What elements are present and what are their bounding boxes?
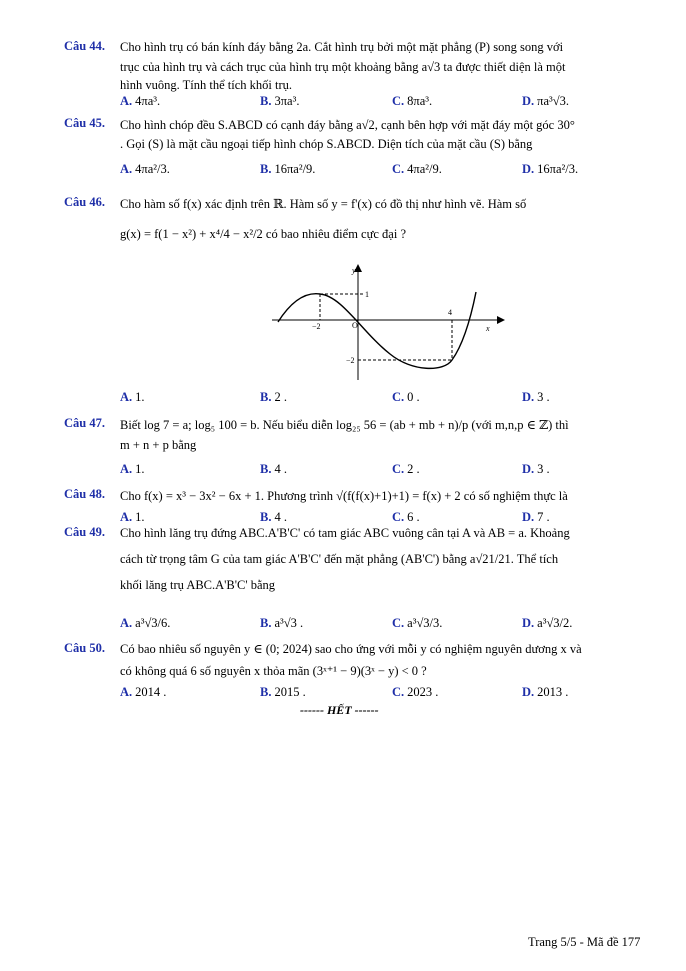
option-c[interactable]: C. 8πa³.: [392, 94, 433, 108]
question-number: Câu 47.: [64, 416, 105, 430]
option-b[interactable]: B. 16πa²/9.: [260, 162, 316, 176]
option-d[interactable]: D. 3 .: [522, 462, 550, 476]
option-c[interactable]: C. a³√3/3.: [392, 616, 443, 630]
question-number: Câu 48.: [64, 487, 105, 501]
question-text: Biết log 7 = a; log₅ 100 = b. Nếu biểu diễn log₂₅ 56 = (ab + mb + n)/p (với m,n,p ∈ ℤ) thì m + n + p bằng: [120, 418, 569, 452]
question-44: [64, 38, 656, 92]
question-45: [64, 115, 656, 153]
option-d[interactable]: D. 16πa²/3.: [522, 162, 579, 176]
option-a[interactable]: A. 1.: [120, 510, 145, 524]
option-d[interactable]: D. πa³√3.: [522, 94, 569, 108]
question-47: [64, 415, 656, 455]
option-c[interactable]: C. 0 .: [392, 390, 420, 404]
option-c[interactable]: C. 2023 .: [392, 685, 439, 699]
option-c[interactable]: C. 4πa²/9.: [392, 162, 442, 176]
option-a[interactable]: A. a³√3/6.: [120, 616, 171, 630]
option-b[interactable]: B. 2 .: [260, 390, 287, 404]
label-xm2: −2: [312, 322, 321, 331]
question-49: [64, 524, 656, 594]
page-footer: Trang 5/5 - Mã đề 177: [528, 935, 641, 949]
question-46: [64, 194, 656, 254]
label-y: y: [352, 266, 356, 275]
option-c[interactable]: C. 2 .: [392, 462, 420, 476]
question-text: Có bao nhiêu số nguyên y ∈ (0; 2024) sao cho ứng với mỗi y có nghiệm nguyên dương x và có không quá 6 số nguyên x thỏa mãn (3ˣ⁺¹ − 9)(3ˣ − y) < 0 ?: [120, 642, 582, 678]
end-marker: ------ HẾT ------: [300, 703, 379, 717]
option-b[interactable]: B. 4 .: [260, 462, 287, 476]
curve-fprime: [278, 292, 476, 368]
options-46: [120, 390, 660, 412]
question-number: Câu 49.: [64, 525, 105, 539]
question-50: [64, 640, 656, 684]
label-x: x: [486, 324, 490, 333]
question-number: Câu 50.: [64, 641, 105, 655]
options-50: [120, 685, 660, 707]
option-b[interactable]: B. a³√3 .: [260, 616, 304, 630]
option-d[interactable]: D. 3 .: [522, 390, 550, 404]
options-49: [120, 616, 660, 638]
question-text: Cho hình trụ có bán kính đáy bằng 2a. Cắt hình trụ bởi một mặt phẳng (P) song song với trục của hình trụ và cách trục của hình trụ một khoảng bằng a√3 ta được thiết diện là một hình vuông. Tính thể tích khối trụ.: [120, 40, 566, 92]
question-48: [64, 486, 656, 506]
option-a[interactable]: A. 1.: [120, 390, 145, 404]
derivative-graph: [272, 262, 512, 382]
option-d[interactable]: D. 7 .: [522, 510, 550, 524]
option-b[interactable]: B. 3πa³.: [260, 94, 300, 108]
label-x4: 4: [448, 308, 452, 317]
question-text: Cho hình chóp đều S.ABCD có cạnh đáy bằng a√2, cạnh bên hợp với mặt đáy một góc 30° . Gọi (S) là mặt cầu ngoại tiếp hình chóp S.ABCD. Diện tích của mặt cầu (S) bằng: [120, 118, 575, 151]
options-45: [120, 162, 660, 184]
option-a[interactable]: A. 2014 .: [120, 685, 167, 699]
option-d[interactable]: D. 2013 .: [522, 685, 569, 699]
question-number: Câu 44.: [64, 39, 105, 53]
question-number: Câu 45.: [64, 116, 105, 130]
options-47: [120, 462, 660, 484]
option-b[interactable]: B. 4 .: [260, 510, 287, 524]
x-axis-arrow: [497, 316, 505, 324]
question-number: Câu 46.: [64, 195, 105, 209]
option-a[interactable]: A. 1.: [120, 462, 145, 476]
question-text: Cho hàm số f(x) xác định trên ℝ. Hàm số y = f'(x) có đồ thị như hình vẽ. Hàm số g(x) = f(1 − x²) + x⁴/4 − x²/2 có bao nhiêu điểm cực đại ?: [120, 197, 527, 241]
option-a[interactable]: A. 4πa²/3.: [120, 162, 170, 176]
label-ym2: −2: [346, 356, 355, 365]
option-b[interactable]: B. 2015 .: [260, 685, 306, 699]
question-text: Cho f(x) = x³ − 3x² − 6x + 1. Phương trình √(f(f(x)+1)+1) = f(x) + 2 có số nghiệm thực là: [120, 489, 568, 503]
option-d[interactable]: D. a³√3/2.: [522, 616, 573, 630]
label-origin: O: [352, 321, 358, 330]
label-1: 1: [365, 290, 369, 299]
options-44: [120, 94, 660, 116]
option-a[interactable]: A. 4πa³.: [120, 94, 161, 108]
option-c[interactable]: C. 6 .: [392, 510, 420, 524]
question-text: Cho hình lăng trụ đứng ABC.A'B'C' có tam giác ABC vuông cân tại A và AB = a. Khoảng cách từ trọng tâm G của tam giác A'B'C' đến mặt phẳng (AB'C') bằng a√21/21. Thể tích khối lăng trụ ABC.A'B'C' bằng: [120, 526, 570, 592]
